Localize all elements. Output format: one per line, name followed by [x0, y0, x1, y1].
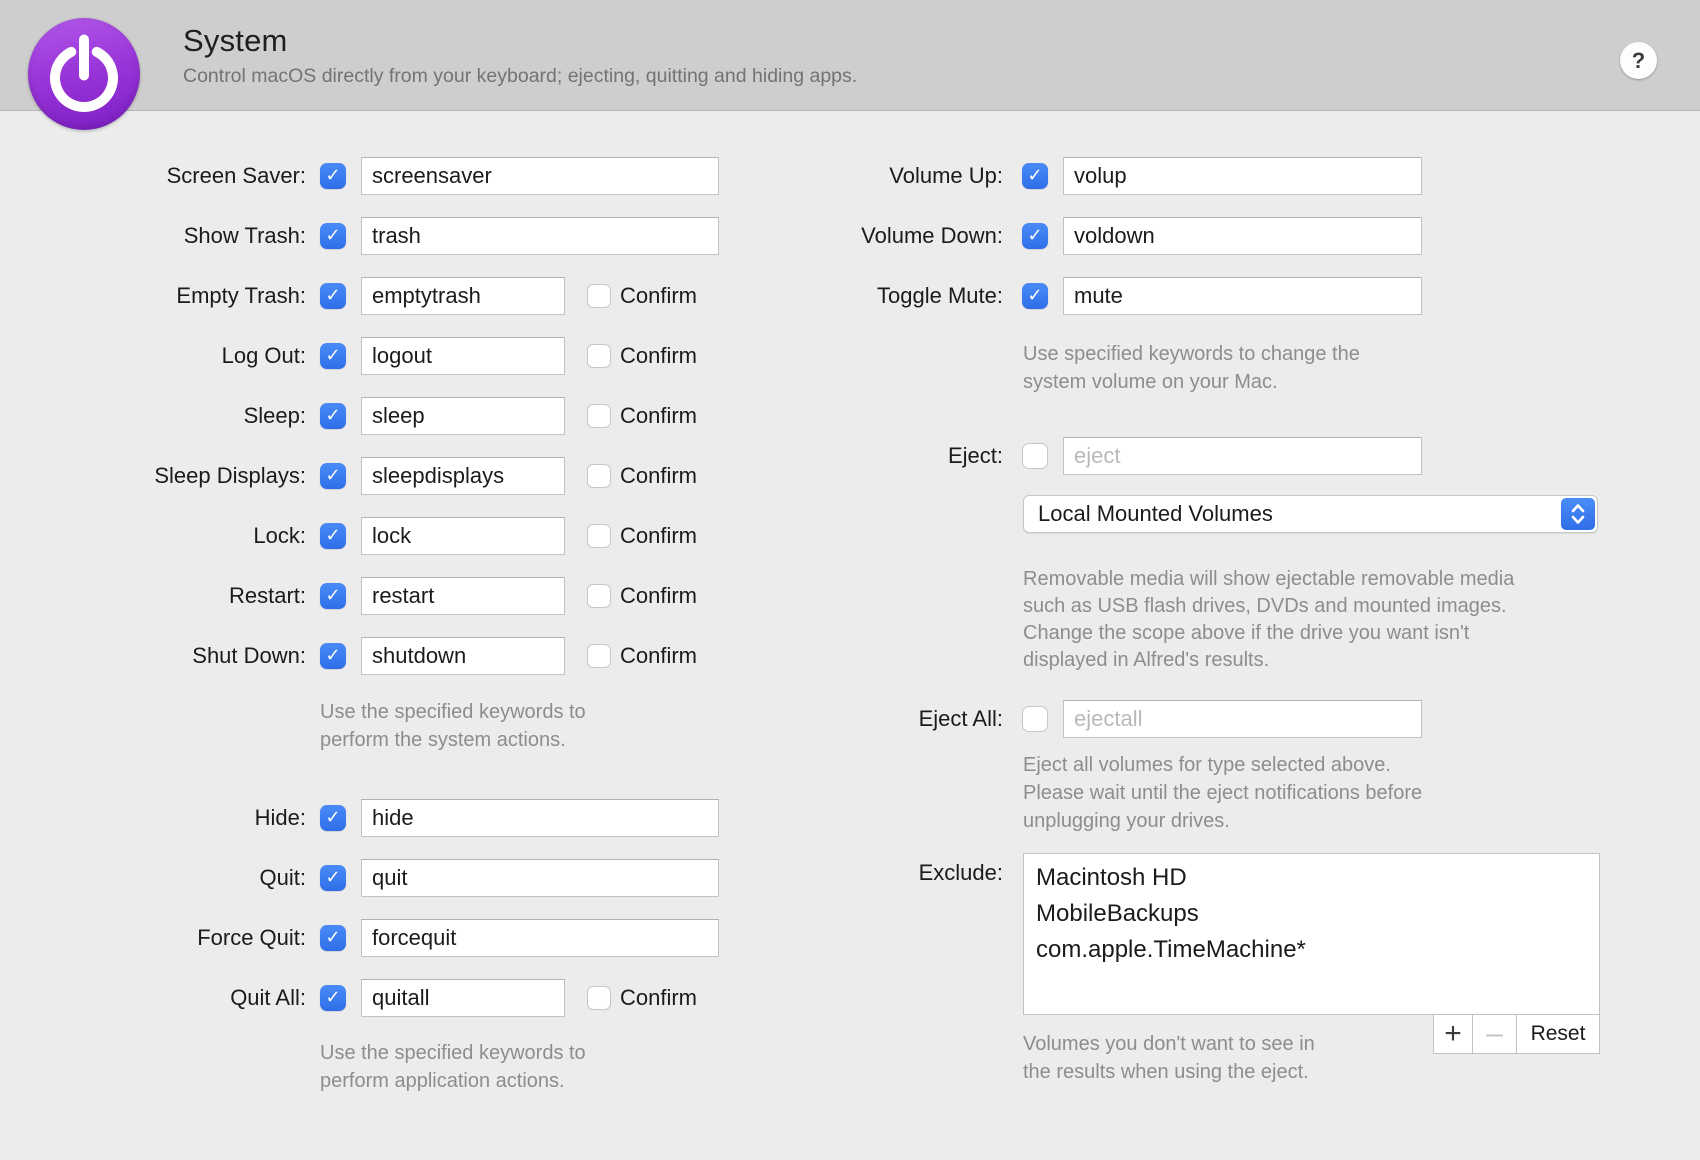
eject-label: Eject: — [947, 443, 1003, 468]
eject-keyword-input[interactable] — [1063, 437, 1422, 475]
volume-down-checkbox[interactable] — [1022, 223, 1048, 249]
force-quit-label: Force Quit: — [197, 925, 306, 950]
checkmark-icon: ✓ — [325, 165, 341, 185]
show-trash-label: Show Trash: — [183, 223, 306, 248]
header — [0, 0, 1700, 111]
eject-all-note: Eject all volumes for type selected above. Please wait until the eject notifications before unplugging your drives. — [1023, 754, 1423, 832]
exclude-note: Volumes you don't want to see in the results when using the eject. — [1023, 1033, 1315, 1083]
hide-keyword-input[interactable] — [361, 799, 719, 837]
row-volume-up — [760, 157, 1422, 195]
checkmark-icon: ✓ — [1027, 285, 1043, 305]
eject-scope-select[interactable] — [1023, 495, 1598, 533]
confirm-label: Confirm — [620, 643, 698, 668]
checkmark-icon: ✓ — [325, 525, 341, 545]
volume-down-keyword-input[interactable] — [1063, 217, 1422, 255]
confirm-label: Confirm — [620, 343, 698, 368]
help-button[interactable]: ? — [1620, 42, 1657, 79]
screen-saver-keyword-input[interactable] — [361, 157, 719, 195]
volume-up-label: Volume Up: — [889, 163, 1003, 188]
lock-label: Lock: — [253, 523, 306, 548]
checkmark-icon: ✓ — [325, 927, 341, 947]
sleep-keyword-input[interactable] — [361, 397, 565, 435]
row-empty-trash — [60, 277, 697, 315]
row-lock — [60, 517, 697, 555]
sleep-displays-keyword-input[interactable] — [361, 457, 565, 495]
eject-all-keyword-input[interactable] — [1063, 700, 1422, 738]
system-note: Use the specified keywords to perform the system actions. — [320, 701, 586, 751]
empty-trash-label: Empty Trash: — [176, 283, 306, 308]
row-quit-all — [60, 979, 697, 1017]
row-hide — [60, 799, 719, 837]
shut-down-keyword-input[interactable] — [361, 637, 565, 675]
sleep-checkbox[interactable] — [320, 403, 346, 429]
power-icon — [28, 18, 140, 130]
confirm-label: Confirm — [620, 523, 698, 548]
volume-up-checkbox[interactable] — [1022, 163, 1048, 189]
confirm-label: Confirm — [620, 403, 698, 428]
eject-note: Removable media will show ejectable removable media such as USB flash drives, DVDs and mounted images. Change the scope above if the drive you want isn't displayed in Alfred's results. — [1023, 568, 1515, 671]
sleep-label: Sleep: — [243, 403, 306, 428]
row-eject-all — [760, 700, 1422, 738]
checkmark-icon: ✓ — [325, 405, 341, 425]
chevron-up-down-icon — [1561, 498, 1595, 530]
shut-down-checkbox[interactable] — [320, 643, 346, 669]
restart-confirm-checkbox[interactable] — [587, 584, 611, 608]
add-volume-button[interactable]: + — [1433, 1014, 1473, 1054]
row-screen-saver — [60, 157, 719, 195]
volume-down-label: Volume Down: — [861, 223, 1003, 248]
row-eject — [760, 437, 1422, 475]
page-subtitle: Control macOS directly from your keyboard; ejecting, quitting and hiding apps. — [183, 65, 858, 87]
checkmark-icon: ✓ — [325, 867, 341, 887]
checkmark-icon: ✓ — [325, 645, 341, 665]
lock-checkbox[interactable] — [320, 523, 346, 549]
checkmark-icon: ✓ — [325, 807, 341, 827]
hide-label: Hide: — [254, 805, 306, 830]
force-quit-checkbox[interactable] — [320, 925, 346, 951]
confirm-label: Confirm — [620, 283, 698, 308]
screen-saver-label: Screen Saver: — [166, 163, 306, 188]
lock-keyword-input[interactable] — [361, 517, 565, 555]
checkmark-icon: ✓ — [325, 465, 341, 485]
reset-button[interactable]: Reset — [1516, 1014, 1600, 1054]
shut-down-confirm-checkbox[interactable] — [587, 644, 611, 668]
log-out-confirm-checkbox[interactable] — [587, 344, 611, 368]
quit-all-checkbox[interactable] — [320, 985, 346, 1011]
row-quit — [60, 859, 719, 897]
apps-note: Use the specified keywords to perform application actions. — [320, 1042, 586, 1092]
exclude-textarea[interactable] — [1023, 853, 1600, 1015]
eject-all-label: Eject All: — [918, 706, 1003, 731]
restart-keyword-input[interactable] — [361, 577, 565, 615]
restart-label: Restart: — [228, 583, 306, 608]
restart-checkbox[interactable] — [320, 583, 346, 609]
quit-label: Quit: — [259, 865, 306, 890]
row-sleep-displays — [60, 457, 697, 495]
toggle-mute-checkbox[interactable] — [1022, 283, 1048, 309]
log-out-checkbox[interactable] — [320, 343, 346, 369]
quit-all-label: Quit All: — [230, 985, 306, 1010]
shut-down-label: Shut Down: — [192, 643, 306, 668]
checkmark-icon: ✓ — [325, 285, 341, 305]
checkmark-icon: ✓ — [325, 987, 341, 1007]
empty-trash-confirm-checkbox[interactable] — [587, 284, 611, 308]
row-sleep — [60, 397, 697, 435]
log-out-keyword-input[interactable] — [361, 337, 565, 375]
toggle-mute-label: Toggle Mute: — [877, 283, 1003, 308]
checkmark-icon: ✓ — [1027, 225, 1043, 245]
toggle-mute-keyword-input[interactable] — [1063, 277, 1422, 315]
row-toggle-mute — [760, 277, 1422, 315]
screen-saver-checkbox[interactable] — [320, 163, 346, 189]
quit-checkbox[interactable] — [320, 865, 346, 891]
show-trash-checkbox[interactable] — [320, 223, 346, 249]
confirm-label: Confirm — [620, 985, 698, 1010]
checkmark-icon: ✓ — [1027, 165, 1043, 185]
empty-trash-checkbox[interactable] — [320, 283, 346, 309]
quit-all-confirm-checkbox[interactable] — [587, 986, 611, 1010]
row-shut-down — [60, 637, 697, 675]
log-out-label: Log Out: — [221, 343, 306, 368]
remove-volume-button[interactable]: – — [1472, 1014, 1517, 1054]
exclude-button-group — [1433, 1014, 1600, 1054]
checkmark-icon: ✓ — [325, 585, 341, 605]
hide-checkbox[interactable] — [320, 805, 346, 831]
sleep-displays-checkbox[interactable] — [320, 463, 346, 489]
lock-confirm-checkbox[interactable] — [587, 524, 611, 548]
row-force-quit — [60, 919, 719, 957]
row-volume-down — [760, 217, 1422, 255]
confirm-label: Confirm — [620, 583, 698, 608]
sleep-displays-label: Sleep Displays: — [154, 463, 306, 488]
row-restart — [60, 577, 697, 615]
quit-keyword-input[interactable] — [361, 859, 719, 897]
checkmark-icon: ✓ — [325, 225, 341, 245]
sleep-displays-confirm-checkbox[interactable] — [587, 464, 611, 488]
force-quit-keyword-input[interactable] — [361, 919, 719, 957]
volume-up-keyword-input[interactable] — [1063, 157, 1422, 195]
eject-all-checkbox[interactable] — [1022, 706, 1048, 732]
row-show-trash — [60, 217, 719, 255]
eject-scope-value: Local Mounted Volumes — [1038, 501, 1273, 526]
show-trash-keyword-input[interactable] — [361, 217, 719, 255]
volume-note: Use specified keywords to change the system volume on your Mac. — [1023, 343, 1360, 393]
empty-trash-keyword-input[interactable] — [361, 277, 565, 315]
row-log-out — [60, 337, 697, 375]
quit-all-keyword-input[interactable] — [361, 979, 565, 1017]
eject-checkbox[interactable] — [1022, 443, 1048, 469]
confirm-label: Confirm — [620, 463, 698, 488]
exclude-label: Exclude: — [918, 860, 1003, 885]
sleep-confirm-checkbox[interactable] — [587, 404, 611, 428]
checkmark-icon: ✓ — [325, 345, 341, 365]
page-title: System — [183, 23, 288, 58]
